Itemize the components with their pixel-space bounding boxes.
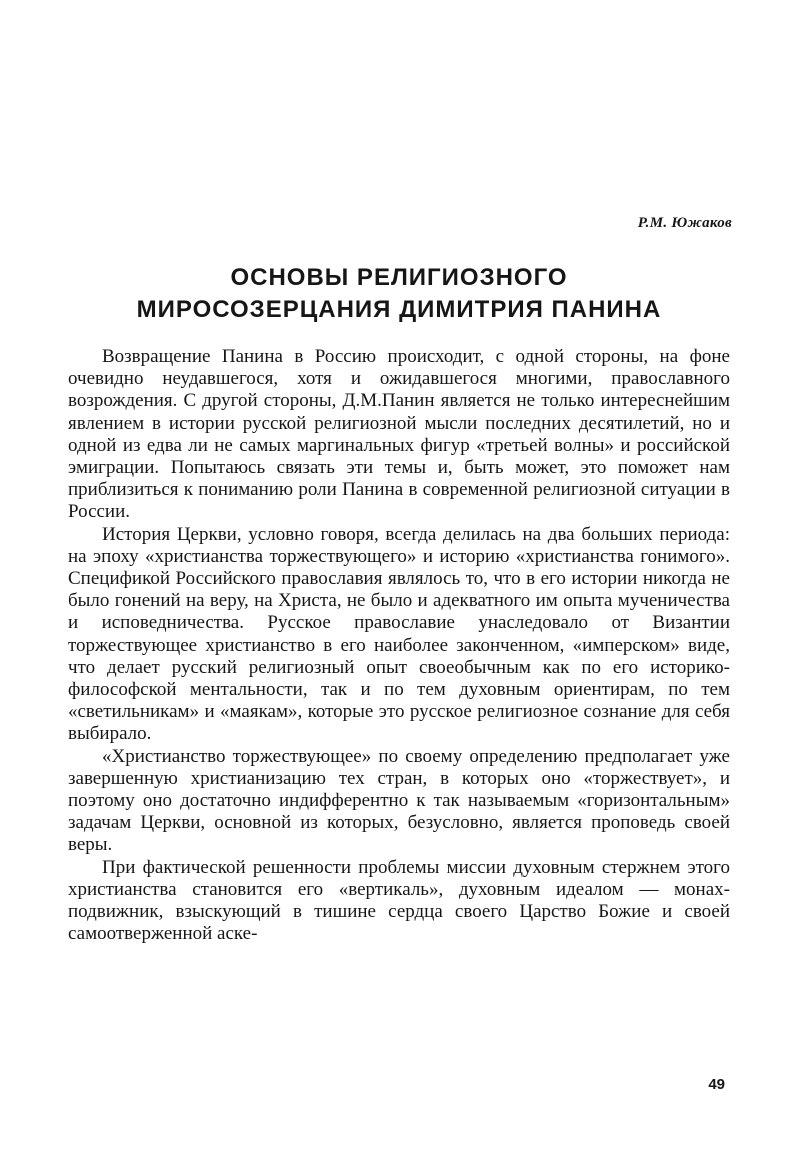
paragraph-4: При фактической решенности проблемы миссии духовным стержнем этого христианства становится его «вертикаль», духовным идеалом — монах-подвижник, взыскующий в тишине сердца своего Царство Божие и своей самоотверженной аске- [68, 856, 730, 945]
author-name: Р.М. Южаков [637, 215, 732, 231]
article-title-line-2: МИРОСОЗЕРЦАНИЯ ДИМИТРИЯ ПАНИНА [136, 296, 662, 323]
paragraph-3: «Христианство торжествующее» по своему определению предполагает уже завершенную христианизацию тех стран, в которых оно «торжествует», и поэтому оно достаточно индифферентно к так называемым «горизонтальным» задачам Церкви, основной из которых, безусловно, является проповедь своей веры. [68, 745, 730, 856]
page-number: 49 [708, 1076, 725, 1093]
paragraph-1: Возвращение Панина в Россию происходит, с одной стороны, на фоне очевидно неудавшегося, хотя и ожидавшегося многими, православного возрождения. С другой стороны, Д.М.Панин является не только интереснейшим явлением в истории русской религиозной мысли последних десятилетий, но и одной из едва ли не самых маргинальных фигур «третьей волны» и российской эмиграции. Попытаюсь связать эти темы и, быть может, это поможет нам приблизиться к пониманию роли Панина в современной религиозной ситуации в России. [68, 346, 730, 523]
article-title [68, 262, 730, 326]
article-title-line-1: ОСНОВЫ РЕЛИГИОЗНОГО [230, 264, 568, 291]
paragraph-2: История Церкви, условно говоря, всегда делилась на два больших периода: на эпоху «христианства торжествующего» и историю «христианства гонимого». Спецификой Российского православия являлось то, что в его истории никогда не было гонений на веру, на Христа, не было и адекватного им опыта мученичества и исповедничества. Русское православие унаследовало от Византии торжествующее христианство в его наиболее законченном, «имперском» виде, что делает русский религиозный опыт своеобычным как по его историко-философской ментальности, так и по тем духовным ориентирам, по тем «светильникам» и «маякам», которые это русское религиозное сознание для себя выбирало. [68, 523, 730, 745]
article-body [68, 346, 730, 945]
